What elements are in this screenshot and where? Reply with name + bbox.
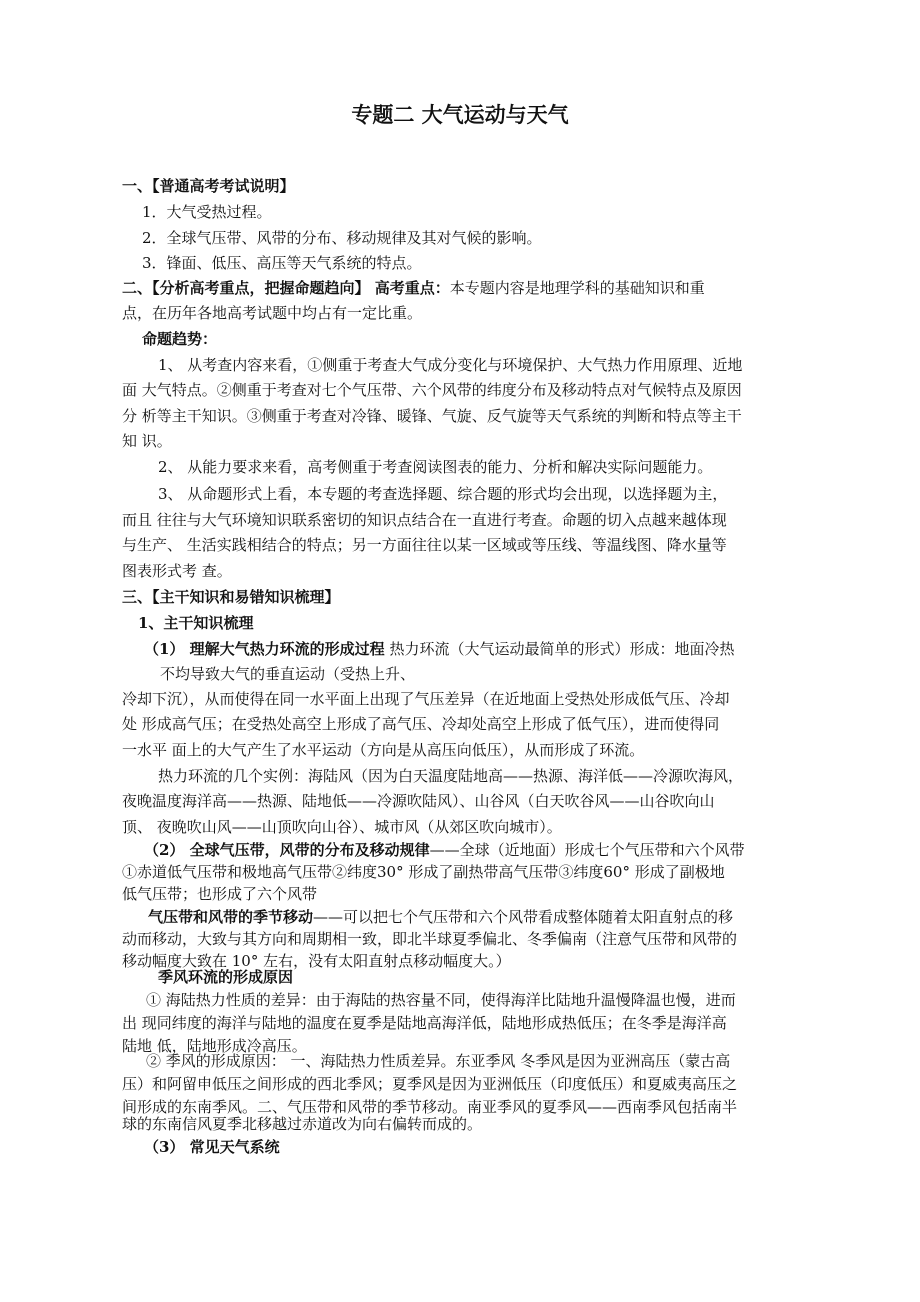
seasonal-title: 气压带和风带的季节移动 xyxy=(148,908,314,926)
paragraph-line: 点，在历年各地高考试题中均占有一定比重。 xyxy=(122,304,423,322)
paragraph-line: 3、 从命题形式上看，本专题的考查选择题、综合题的形式均会出现，以选择题为主， xyxy=(158,485,728,503)
paragraph-line: 不均导致大气的垂直运动（受热上升、 xyxy=(160,665,416,683)
paragraph-line: 顶、 夜晚吹山风——山顶吹向山谷）、城市风（从郊区吹向城市）。 xyxy=(122,818,562,836)
paragraph-line: 分 析等主干知识。③侧重于考查对冷锋、暖锋、气旋、反气旋等天气系统的判断和特点等主干 xyxy=(122,407,742,425)
trend-label: 命题趋势： xyxy=(142,330,218,348)
list-item: 3．锋面、低压、高压等天气系统的特点。 xyxy=(142,254,422,272)
item-2-title: （2） 全球气压带，风带的分布及移动规律 xyxy=(144,841,430,859)
paragraph-line: 2、 从能力要求来看，高考侧重于考查阅读图表的能力、分析和解决实际问题能力。 xyxy=(158,458,713,476)
section-1-heading: 一、【普通高考考试说明】 xyxy=(122,177,295,195)
paragraph-line: 低气压带；也形成了六个风带 xyxy=(122,885,318,903)
paragraph-line: 知 识。 xyxy=(122,432,172,450)
paragraph-line: 压）和阿留申低压之间形成的西北季风；夏季风是因为亚洲低压（印度低压）和夏威夷高压之 xyxy=(122,1075,738,1093)
page-title: 专题二 大气运动与天气 xyxy=(351,102,569,127)
paragraph-line: 出 现同纬度的海洋与陆地的温度在夏季是陆地高海洋低，陆地形成热低压；在冬季是海洋高 xyxy=(122,1014,727,1032)
monsoon-heading: 季风环流的形成原因 xyxy=(158,968,294,986)
paragraph-line: 夜晚温度海洋高——热源、陆地低——冷源吹陆风）、山谷风（白天吹谷风——山谷吹向山 xyxy=(122,792,715,810)
seasonal-heading xyxy=(148,906,733,928)
paragraph-line: 处 形成高气压；在受热处高空上形成了高气压、冷却处高空上形成了低气压），进而使得同 xyxy=(122,715,720,733)
item-2-rest: ——全球（近地面）形成七个气压带和六个风带 xyxy=(429,841,745,859)
item-3-heading: （3） 常见天气系统 xyxy=(144,1138,280,1156)
paragraph-line: 1、 从考查内容来看，①侧重于考查大气成分变化与环境保护、大气热力作用原理、近地 xyxy=(158,356,743,374)
item-2-heading xyxy=(144,839,745,861)
paragraph-line: 热力环流的几个实例：海陆风（因为白天温度陆地高——热源、海洋低——冷源吹海风， xyxy=(158,767,744,785)
list-item: 2．全球气压带、风带的分布、移动规律及其对气候的影响。 xyxy=(142,229,542,247)
paragraph-line: 球的东南信风夏季北移越过赤道改为向右偏转而成的。 xyxy=(122,1115,483,1133)
paragraph-line: 动而移动，大致与其方向和周期相一致，即北半球夏季偏北、冬季偏南（注意气压带和风带的 xyxy=(122,930,738,948)
item-1-title: （1） 理解大气热力环流的形成过程 xyxy=(144,640,385,658)
paragraph-line: 与生产、 生活实践相结合的特点；另一方面往往以某一区域或等压线、等温线图、降水量等 xyxy=(122,536,727,554)
paragraph-line: 面 大气特点。②侧重于考查对七个气压带、六个风带的纬度分布及移动特点对气候特点及原因 xyxy=(122,381,742,399)
list-item: 1．大气受热过程。 xyxy=(142,203,272,221)
section-3-heading: 三、【主干知识和易错知识梳理】 xyxy=(122,588,340,606)
paragraph-line: 图表形式考 查。 xyxy=(122,562,232,580)
paragraph-line: 而且 往往与大气环境知识联系密切的知识点结合在一直进行考查。命题的切入点越来越体现 xyxy=(122,511,727,529)
subsection-heading: 1、主干知识梳理 xyxy=(138,614,254,632)
seasonal-rest: ——可以把七个气压带和六个风带看成整体随着太阳直射点的移 xyxy=(313,908,734,926)
section-2-heading-bold: 二、【分析高考重点，把握命题趋向】 高考重点： xyxy=(122,279,450,297)
paragraph-line: ① 海陆热力性质的差异：由于海陆的热容量不同，使得海洋比陆地升温慢降温也慢，进而 xyxy=(146,991,736,1009)
paragraph-line: 间形成的东南季风。二、气压带和风带的季节移动。南亚季风的夏季风——西南季风包括南半 xyxy=(122,1098,738,1116)
paragraph-line: 冷却下沉），从而使得在同一水平面上出现了气压差异（在近地面上受热处形成低气压、冷却 xyxy=(122,690,730,708)
paragraph-line: ② 季风的形成原因： 一、海陆热力性质差异。东亚季风 冬季风是因为亚洲高压（蒙古高 xyxy=(146,1052,731,1070)
section-2-heading-rest: 本专题内容是地理学科的基础知识和重 xyxy=(449,279,705,297)
paragraph-line: 一水平 面上的大气产生了水平运动（方向是从高压向低压），从而形成了环流。 xyxy=(122,741,645,759)
item-1-rest: 热力环流（大气运动最简单的形式）形成：地面冷热 xyxy=(384,640,735,658)
item-1-heading xyxy=(144,638,734,660)
paragraph-line: 移动幅度大致在 10° 左右，没有太阳直射点移动幅度大。） xyxy=(122,952,511,970)
paragraph-line: 陆地 低，陆地形成冷高压。 xyxy=(122,1037,307,1055)
paragraph-line: ①赤道低气压带和极地高气压带②纬度30° 形成了副热带高气压带③纬度60° 形成了副极地 xyxy=(122,863,725,881)
section-2-heading xyxy=(122,277,705,299)
